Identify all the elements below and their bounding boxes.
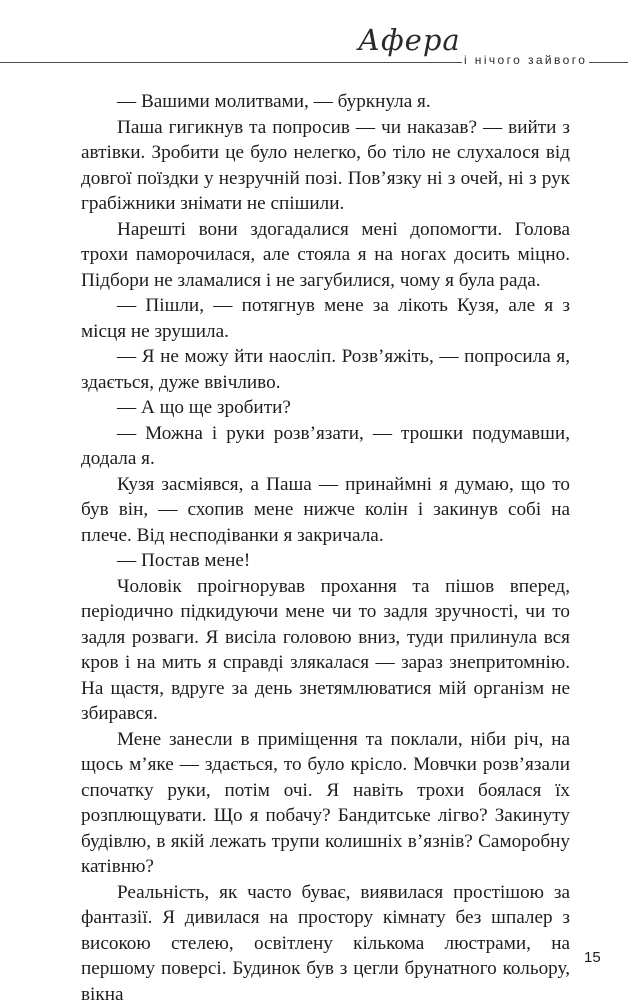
body-text [81,89,570,1007]
paragraph: Реальність, як часто буває, виявилася простішою за фантазії. Я дивилася на простору кімнату без шпалер з високою стелею, освітлену кількома люстрами, на першому поверсі. Будинок був з цегли брунатного кольору, вікна [81,880,570,1007]
paragraph: Паша гигикнув та попросив — чи наказав? — вийти з автівки. Зробити це було нелегко, бо тіло не слухалося від довгої поїздки у незручній позі. Пов’язку ні з очей, ні з рук грабіжники знімати не спішили. [81,115,570,217]
paragraph: Мене занесли в приміщення та поклали, ніби річ, на щось м’яке — здається, то було крісло. Мовчки розв’язали спочатку руки, потім очі. Я навіть трохи боялася їх розплющувати. Що я побачу? Бандитське лігво? Закинуту будівлю, в якій лежать трупи колишніх в’язнів? Саморобну катівню? [81,727,570,880]
paragraph: Нарешті вони здогадалися мені допомогти. Голова трохи паморочилася, але стояла я на ногах досить міцно. Підбори не зламалися і не загубилися, чому я була рада. [81,217,570,294]
paragraph: — Можна і руки розв’язати, — трошки подумавши, додала я. [81,421,570,472]
book-title-logo: Афера [356,20,463,60]
running-header [0,0,642,80]
paragraph: Чоловік проігнорував прохання та пішов вперед, періодично підкидуючи мене чи то задля зручності, чи то задля розваги. Я висіла головою вниз, туди прилинула вся кров і на мить я справді злякалася — зараз знепритомнію. На щастя, вдруге за день знетямлюватися мій організм не збирався. [81,574,570,727]
paragraph: — Я не можу йти наосліп. Розв’яжіть, — попросила я, здається, дуже ввічливо. [81,344,570,395]
book-subtitle: і нічого зайвого [462,52,589,68]
paragraph: Кузя засміявся, а Паша — принаймні я думаю, що то був він, — схопив мене нижче колін і закинув собі на плече. Від несподіванки я закричала. [81,472,570,549]
paragraph: — А що ще зробити? [81,395,570,421]
paragraph: — Вашими молитвами, — буркнула я. [81,89,570,115]
paragraph: — Постав мене! [81,548,570,574]
paragraph: — Пішли, — потягнув мене за лікоть Кузя, але я з місця не зрушила. [81,293,570,344]
page-number: 15 [584,949,601,966]
